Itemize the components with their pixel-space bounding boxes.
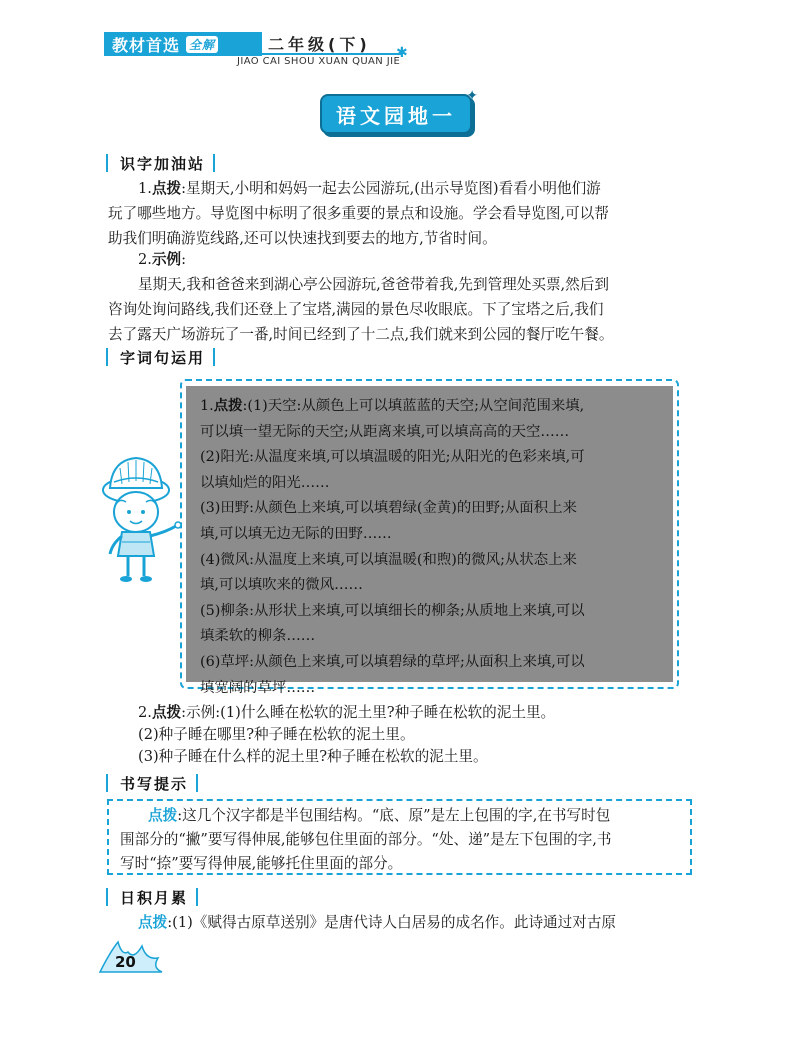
paragraph-text: :示例:(1)什么睡在松软的泥土里?种子睡在松软的泥土里。 <box>181 704 556 721</box>
tip-line: 填,可以填吹来的微风…… <box>200 577 363 594</box>
item-label: 点拨 <box>148 807 178 824</box>
tip-line: 可以填一望无际的天空;从距离来填,可以填高高的天空…… <box>200 423 570 440</box>
paragraph-text: :这几个汉字都是半包围结构。“底、原”是左上包围的字,在书写时包 <box>177 807 611 824</box>
header-brand-badge: 全解 <box>186 36 218 53</box>
section-bar-icon <box>106 888 108 906</box>
section-title: 识字加油站 <box>120 154 206 173</box>
item-number: 2. <box>138 251 152 268</box>
header-brand-text: 教材首选 <box>112 35 181 55</box>
section-header-shuxie <box>106 772 200 794</box>
section-bar-icon <box>196 888 198 906</box>
section-title: 书写提示 <box>120 774 189 793</box>
paragraph-riji-l1 <box>108 910 690 935</box>
paragraph-shizi-2-head <box>108 247 690 272</box>
section-bar-icon <box>196 774 198 792</box>
item-label: 点拨 <box>151 180 182 197</box>
item-colon: : <box>181 251 187 268</box>
tip-line: (6)草坪:从颜色上来填,可以填碧绿的草坪;从面积上来填,可以 <box>200 653 585 670</box>
tip-line <box>200 394 665 420</box>
item-label: 点拨 <box>213 398 243 414</box>
item-label: 示例 <box>151 251 182 268</box>
paragraph-shizi-1 <box>108 176 690 201</box>
section-bar-icon <box>106 774 108 792</box>
tip-line: (3)田野:从颜色上来填,可以填碧绿(金黄)的田野;从面积上来 <box>200 500 577 517</box>
writing-tip-l3: 写时“捺”要写得伸展,能够托住里面的部分。 <box>120 855 403 872</box>
paragraph-ciju-2-l3: (3)种子睡在什么样的泥土里?种子睡在松软的泥土里。 <box>138 748 488 765</box>
tip-line: (5)柳条:从形状上来填,可以填细长的柳条;从质地上来填,可以 <box>200 602 585 619</box>
writing-tip-l2: 围部分的“撇”要写得伸展,能够包住里面的部分。“处、递”是左下包围的字,书 <box>120 831 612 848</box>
section-header-ciju <box>106 346 217 368</box>
example-line-1: 星期天,我和爸爸来到湖心亭公园游玩,爸爸带着我,先到管理处买票,然后到 <box>138 276 609 293</box>
tip-line: (4)微风:从温度上来填,可以填温暖(和煦)的微风;从状态上来 <box>200 551 577 568</box>
tip-text: :(1)天空:从颜色上可以填蓝蓝的天空;从空间范围来填, <box>242 398 585 414</box>
section-title: 日积月累 <box>120 888 189 907</box>
item-number: 2. <box>138 704 152 721</box>
tip-line: (2)阳光:从温度来填,可以填温暖的阳光;从阳光的色彩来填,可 <box>200 449 585 466</box>
cartoon-girl-illustration <box>96 452 186 592</box>
paragraph-text: :(1)《赋得古原草送别》是唐代诗人白居易的成名作。此诗通过对古原 <box>167 914 617 931</box>
section-bar-icon <box>106 348 108 366</box>
item-label: 点拨 <box>151 704 182 721</box>
section-bar-icon <box>106 154 108 172</box>
section-bar-icon <box>213 154 215 172</box>
paragraph-shizi-1-l2: 玩了哪些地方。导览图中标明了很多重要的景点和设施。学会看导览图,可以帮 <box>108 205 609 222</box>
snowflake-icon: ✱ <box>396 45 408 61</box>
section-header-shizi <box>106 152 217 174</box>
header-brand <box>104 32 262 56</box>
tip-line: 填宽阔的草坪…… <box>200 679 316 696</box>
header-pinyin: JIAO CAI SHOU XUAN QUAN JIE <box>237 56 401 67</box>
sparkle-icon: ✦ <box>466 88 478 104</box>
page-title-text: 语文园地一 <box>336 103 456 128</box>
header-grade: 二年级(下) <box>268 34 371 54</box>
tip-line: 填,可以填无边无际的田野…… <box>200 525 392 542</box>
tip-line: 以填灿烂的阳光…… <box>200 474 330 491</box>
example-line-2: 咨询处询问路线,我们还登上了宝塔,满园的景色尽收眼底。下了宝塔之后,我们 <box>108 301 604 318</box>
tip-box <box>186 386 673 696</box>
item-number: 1. <box>200 398 214 414</box>
page-number: 20 <box>115 953 136 971</box>
tip-line: 填柔软的柳条…… <box>200 628 316 645</box>
section-title: 字词句运用 <box>120 348 206 367</box>
paragraph-ciju-2-l2: (2)种子睡在哪里?种子睡在松软的泥土里。 <box>138 726 415 743</box>
header-underline <box>262 53 402 55</box>
paragraph-shizi-1-l3: 助我们明确游览线路,还可以快速找到要去的地方,节省时间。 <box>108 230 497 247</box>
section-bar-icon <box>213 348 215 366</box>
item-number: 1. <box>138 180 152 197</box>
example-line-3: 去了露天广场游玩了一番,时间已经到了十二点,我们就来到公园的餐厅吃午餐。 <box>108 326 614 343</box>
section-header-riji <box>106 886 200 908</box>
item-label: 点拨 <box>138 914 168 931</box>
paragraph-text: :星期天,小明和妈妈一起去公园游玩,(出示导览图)看看小明他们游 <box>181 180 601 197</box>
page-title <box>320 88 478 134</box>
writing-tip-l1 <box>120 803 682 828</box>
